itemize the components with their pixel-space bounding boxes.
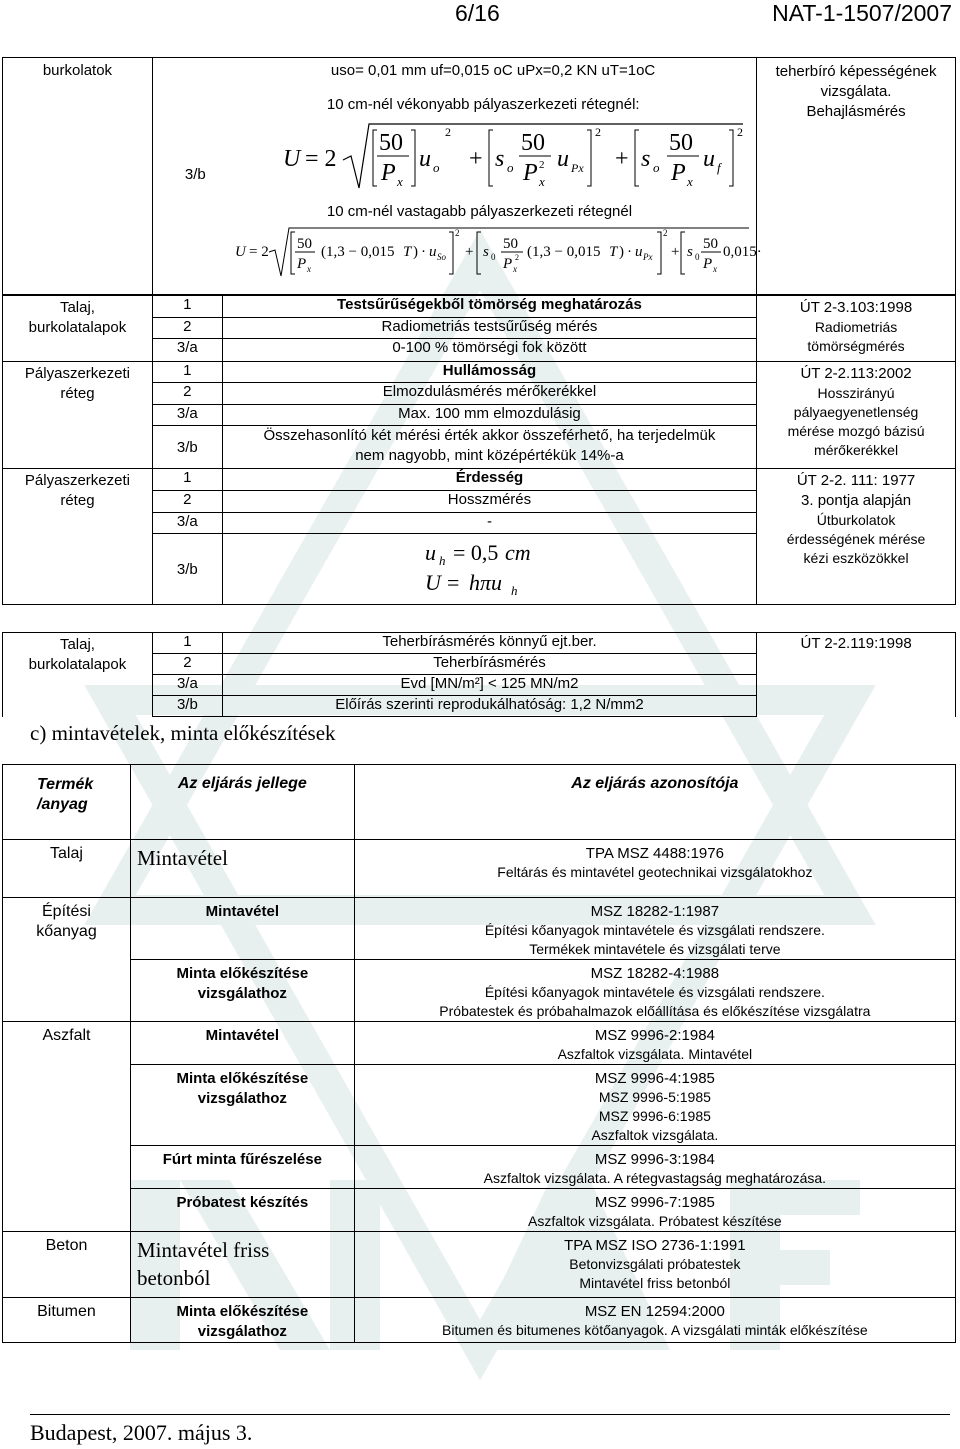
material-cell bbox=[3, 840, 131, 898]
identifier-cell bbox=[354, 1022, 955, 1065]
material-cell: burkolatok bbox=[3, 58, 153, 295]
method-cell bbox=[757, 58, 956, 295]
material-cell bbox=[3, 1298, 131, 1343]
material-label: Talaj bbox=[50, 845, 83, 862]
svg-text:Px: Px bbox=[570, 161, 584, 175]
svg-text:50: 50 bbox=[378, 130, 403, 156]
identifier-cell bbox=[354, 960, 955, 1022]
page-number: 6/16 bbox=[455, 0, 500, 26]
svg-text:x: x bbox=[396, 174, 403, 189]
svg-text:U: U bbox=[282, 146, 301, 172]
material-label: kőanyag bbox=[36, 923, 97, 940]
identifier-line: Aszfaltok vizsgálata. bbox=[591, 1127, 719, 1143]
group-label: Pályaszerkezeti réteg bbox=[3, 361, 153, 469]
group-label: Talaj, burkolatalapok bbox=[3, 296, 153, 362]
identifier-cell bbox=[354, 840, 955, 898]
params-text: uso= 0,01 mm uf=0,015 oC uPx=0,2 KN uT=1oC bbox=[330, 62, 656, 79]
row-code: 2 bbox=[152, 383, 222, 405]
svg-text:f: f bbox=[716, 160, 721, 175]
identifier-line: MSZ 9996-4:1985 bbox=[594, 1070, 715, 1087]
row-code: 3/a bbox=[152, 675, 222, 696]
svg-text:2: 2 bbox=[538, 159, 545, 171]
group-label: Talaj, burkolatalapok bbox=[3, 633, 153, 717]
svg-text:x: x bbox=[712, 264, 717, 274]
svg-text:P: P bbox=[296, 256, 307, 272]
procedure-cell bbox=[130, 1232, 354, 1298]
svg-text:x: x bbox=[512, 264, 517, 274]
identifier-line: Mintavétel friss betonból bbox=[579, 1275, 731, 1291]
svg-text:u: u bbox=[702, 146, 715, 172]
identifier-line: MSZ 9996-5:1985 bbox=[598, 1089, 711, 1105]
svg-text:+: + bbox=[468, 146, 483, 172]
row-code: 2 bbox=[152, 317, 222, 339]
svg-text:h: h bbox=[511, 583, 518, 599]
deflection-table bbox=[2, 57, 956, 295]
svg-text:+: + bbox=[464, 244, 474, 260]
reference: ÚT 2-2. 111: 1977 3. pontja alapján Útburkolatok érdességének mérése kézi eszközökkel bbox=[757, 469, 956, 605]
svg-text:2: 2 bbox=[736, 125, 743, 139]
identifier-line: Bitumen és bitumenes kötőanyagok. A vizsgálati minták előkészítése bbox=[442, 1322, 868, 1338]
svg-text:P: P bbox=[522, 160, 538, 186]
identifier-line: TPA MSZ ISO 2736-1:1991 bbox=[564, 1237, 746, 1254]
row-text: Teherbírásmérés bbox=[222, 654, 756, 675]
row-text: 0-100 % tömörségi fok között bbox=[222, 339, 756, 362]
svg-text:= 0,5: = 0,5 bbox=[453, 540, 499, 566]
section-heading: c) mintavételek, minta előkészítések bbox=[30, 721, 336, 745]
identifier-line: MSZ 9996-7:1985 bbox=[594, 1194, 715, 1211]
procedure-cell bbox=[130, 1065, 354, 1146]
svg-text:2: 2 bbox=[444, 125, 451, 139]
svg-text:+: + bbox=[614, 146, 629, 172]
reference: ÚT 2-3.103:1998 Radiometriás tömörségmérés bbox=[757, 296, 956, 362]
row-code: 1 bbox=[152, 633, 222, 654]
svg-text:P: P bbox=[502, 256, 513, 272]
procedure-cell bbox=[130, 1022, 354, 1065]
procedure-label: Próbatest készítés bbox=[176, 1194, 309, 1211]
svg-text:50: 50 bbox=[296, 236, 312, 252]
row-text: Teherbírásmérés könnyű ejt.ber. bbox=[222, 633, 756, 654]
identifier-line: MSZ 9996-6:1985 bbox=[598, 1108, 711, 1124]
svg-text:T: T bbox=[608, 244, 618, 260]
svg-text:U: U bbox=[425, 570, 442, 596]
row-text: Testsűrűségekből tömörség meghatározás bbox=[222, 296, 756, 318]
row-text: Max. 100 mm elmozdulásig bbox=[222, 404, 756, 426]
procedure-cell bbox=[130, 1146, 354, 1189]
svg-text:Px: Px bbox=[642, 252, 653, 262]
row-code: 2 bbox=[152, 490, 222, 512]
svg-text:s: s bbox=[494, 146, 505, 172]
svg-text:h: h bbox=[439, 553, 446, 569]
row-code: 1 bbox=[152, 361, 222, 383]
header-material: Termék /anyag bbox=[3, 765, 131, 840]
material-cell bbox=[3, 1022, 131, 1232]
row-code: 3/b bbox=[184, 166, 206, 183]
material-label: Beton bbox=[45, 1237, 88, 1254]
svg-text:P: P bbox=[670, 160, 686, 186]
procedure-label: Fúrt minta fűrészelése bbox=[162, 1151, 322, 1168]
procedure-cell bbox=[130, 960, 354, 1022]
material-cell bbox=[3, 898, 131, 1022]
svg-text:u: u bbox=[418, 146, 431, 172]
svg-text:2: 2 bbox=[594, 125, 601, 139]
document-id: NAT-1-1507/2007 bbox=[772, 0, 952, 26]
identifier-cell bbox=[354, 1189, 955, 1232]
identifier-line: Próbatestek és próbahalmazok előállítása és előkészítése vizsgálatra bbox=[439, 1003, 871, 1019]
identifier-line: Aszfaltok vizsgálata. A rétegvastagság meghatározása. bbox=[483, 1170, 827, 1186]
svg-text:U: U bbox=[234, 244, 246, 260]
procedure-label: Mintavétel bbox=[205, 903, 280, 920]
row-text: Elmozdulásmérés mérőkerékkel bbox=[222, 383, 756, 405]
svg-text:=: = bbox=[447, 570, 460, 596]
thin-caption: 10 cm-nél vékonyabb pályaszerkezeti rétegnél: bbox=[326, 96, 640, 113]
procedure-label: Minta előkészítése bbox=[176, 1303, 309, 1320]
svg-text:o: o bbox=[432, 160, 440, 175]
svg-text:P: P bbox=[380, 160, 396, 186]
svg-text:50: 50 bbox=[668, 130, 693, 156]
identifier-line: MSZ 9996-3:1984 bbox=[594, 1151, 715, 1168]
row-code: 1 bbox=[152, 469, 222, 491]
footer-rule bbox=[30, 1414, 950, 1415]
material-label: Aszfalt bbox=[42, 1027, 91, 1044]
svg-text:u: u bbox=[634, 244, 643, 260]
row-code: 3/b bbox=[152, 696, 222, 717]
identifier-cell bbox=[354, 1298, 955, 1343]
row-text: Előírás szerinti reprodukálhatóság: 1,2 N/mm2 bbox=[222, 696, 756, 717]
footer-date: Budapest, 2007. május 3. bbox=[30, 1420, 253, 1445]
reference: ÚT 2-2.113:2002 Hosszirányú pályaegyenetlenség mérése mozgó bázisú mérőkerékkel bbox=[757, 361, 956, 469]
svg-text:cm: cm bbox=[505, 540, 532, 566]
material-label: Építési bbox=[42, 903, 91, 920]
identifier-line: Építési kőanyagok mintavétele és vizsgálati rendszere. bbox=[484, 922, 825, 938]
method-line-2: vizsgálata. bbox=[820, 83, 892, 100]
svg-text:x: x bbox=[306, 264, 311, 274]
material-label: Bitumen bbox=[37, 1303, 96, 1320]
row-code: 3/b bbox=[152, 534, 222, 605]
svg-text:0: 0 bbox=[694, 252, 700, 262]
identifier-line: Aszfaltok vizsgálata. Próbatest készítése bbox=[528, 1213, 782, 1229]
svg-text:·: · bbox=[420, 244, 426, 260]
procedure-label: Mintavétel friss bbox=[136, 1238, 270, 1262]
method-line-3: Behajlásmérés bbox=[806, 103, 906, 120]
svg-text:2: 2 bbox=[662, 228, 668, 238]
svg-text:+: + bbox=[670, 244, 680, 260]
svg-text:hπu: hπu bbox=[469, 570, 503, 596]
row-text: Hullámosság bbox=[222, 361, 756, 383]
procedure-label: Minta előkészítése bbox=[176, 965, 309, 982]
row-text: Érdesség bbox=[222, 469, 756, 491]
header-procedure: Az eljárás jellege bbox=[130, 765, 354, 840]
procedure-label: vizsgálathoz bbox=[197, 985, 287, 1002]
svg-text:u: u bbox=[556, 146, 569, 172]
thick-caption: 10 cm-nél vastagabb pályaszerkezeti rétegnél bbox=[326, 203, 633, 220]
procedure-label: vizsgálathoz bbox=[197, 1323, 287, 1340]
identifier-line: Feltárás és mintavétel geotechnikai vizsgálatokhoz bbox=[497, 864, 813, 880]
procedure-cell bbox=[130, 840, 354, 898]
identifier-line: MSZ 9996-2:1984 bbox=[594, 1027, 715, 1044]
identifier-cell bbox=[354, 1065, 955, 1146]
identifier-line: MSZ EN 12594:2000 bbox=[584, 1303, 725, 1320]
row-code: 3/a bbox=[152, 404, 222, 426]
svg-text:P: P bbox=[702, 256, 713, 272]
svg-text:u: u bbox=[425, 540, 437, 566]
procedure-label: Mintavétel bbox=[205, 1027, 280, 1044]
row-text: Evd [MN/m²] < 125 MN/m2 bbox=[222, 675, 756, 696]
svg-text:): ) bbox=[618, 244, 624, 260]
identifier-line: Termékek mintavétele és vizsgálati terve bbox=[529, 941, 781, 957]
measurement-table bbox=[2, 295, 956, 605]
identifier-line: Aszfaltok vizsgálata. Mintavétel bbox=[557, 1046, 753, 1062]
row-code: 3/b bbox=[152, 426, 222, 469]
procedure-label: betonból bbox=[136, 1266, 211, 1290]
row-text: - bbox=[222, 512, 756, 534]
row-text: Összehasonlító két mérési érték akkor összeférhető, ha terjedelmük nem nagyobb, mint középértékük 14%-a bbox=[222, 426, 756, 469]
svg-text:·: · bbox=[626, 244, 632, 260]
identifier-line: MSZ 18282-4:1988 bbox=[590, 965, 720, 982]
svg-text:(1,3 − 0,015: (1,3 − 0,015 bbox=[526, 244, 601, 260]
procedure-cell bbox=[130, 898, 354, 960]
identifier-cell bbox=[354, 1146, 955, 1189]
identifier-cell bbox=[354, 1232, 955, 1298]
row-code: 2 bbox=[152, 654, 222, 675]
identifier-line: Építési kőanyagok mintavétele és vizsgálati rendszere. bbox=[484, 984, 825, 1000]
procedure-label: Mintavétel bbox=[136, 846, 228, 870]
roughness-formula-svg bbox=[389, 534, 589, 598]
row-text: Radiometriás testsűrűség mérés bbox=[222, 317, 756, 339]
identifier-cell bbox=[354, 898, 955, 960]
formula-thick bbox=[233, 224, 762, 286]
identifier-line: Betonvizsgálati próbatestek bbox=[569, 1256, 741, 1272]
svg-text:x: x bbox=[686, 174, 693, 189]
row-code: 1 bbox=[152, 296, 222, 318]
svg-text:50: 50 bbox=[502, 236, 518, 252]
svg-text:0: 0 bbox=[490, 252, 496, 262]
roughness-formula bbox=[222, 534, 756, 605]
svg-text:x: x bbox=[538, 174, 545, 189]
row-text: Hosszmérés bbox=[222, 490, 756, 512]
svg-text:= 2: = 2 bbox=[248, 244, 269, 260]
procedure-cell bbox=[130, 1298, 354, 1343]
svg-text:2: 2 bbox=[514, 253, 519, 262]
svg-text:So: So bbox=[436, 252, 446, 262]
formula-thin bbox=[273, 118, 753, 196]
svg-text:50: 50 bbox=[520, 130, 545, 156]
svg-text:2: 2 bbox=[454, 228, 460, 238]
svg-text:0,015·: 0,015· bbox=[722, 244, 762, 260]
svg-text:o: o bbox=[652, 160, 660, 175]
svg-text:o: o bbox=[506, 160, 514, 175]
procedure-label: Minta előkészítése bbox=[176, 1070, 309, 1087]
svg-text:(1,3 − 0,015: (1,3 − 0,015 bbox=[320, 244, 395, 260]
svg-text:s: s bbox=[640, 146, 651, 172]
group-label: Pályaszerkezeti réteg bbox=[3, 469, 153, 605]
svg-text:T: T bbox=[402, 244, 412, 260]
svg-text:): ) bbox=[412, 244, 418, 260]
formula-cell bbox=[152, 58, 762, 295]
identifier-line: TPA MSZ 4488:1976 bbox=[585, 845, 724, 862]
procedure-label: vizsgálathoz bbox=[197, 1090, 287, 1107]
method-line-1: teherbíró képességének bbox=[775, 63, 937, 80]
procedure-cell bbox=[130, 1189, 354, 1232]
sampling-table bbox=[2, 764, 956, 1343]
row-code: 3/a bbox=[152, 512, 222, 534]
svg-text:u: u bbox=[428, 244, 437, 260]
bearing-table bbox=[2, 632, 956, 717]
svg-text:s: s bbox=[686, 244, 693, 260]
row-code: 3/a bbox=[152, 339, 222, 362]
svg-text:50: 50 bbox=[702, 236, 718, 252]
material-cell bbox=[3, 1232, 131, 1298]
svg-text:s: s bbox=[482, 244, 489, 260]
identifier-line: MSZ 18282-1:1987 bbox=[590, 903, 720, 920]
reference: ÚT 2-2.119:1998 bbox=[757, 633, 956, 717]
svg-text:= 2: = 2 bbox=[304, 146, 337, 172]
header-identifier: Az eljárás azonosítója bbox=[354, 765, 955, 840]
